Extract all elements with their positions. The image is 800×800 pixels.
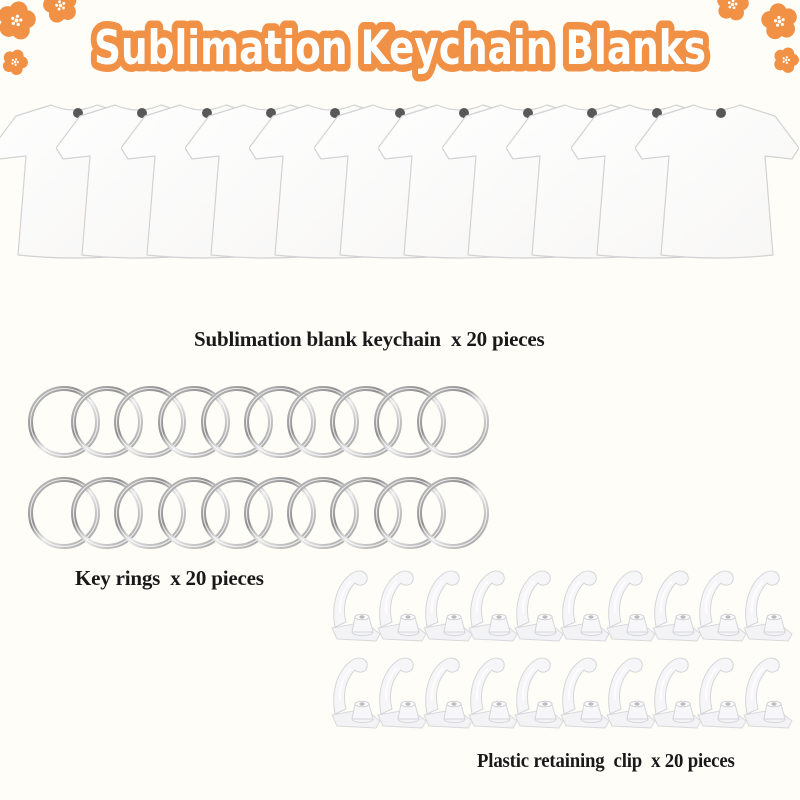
plastic-clip xyxy=(740,656,794,732)
tshirt-blank xyxy=(635,96,799,264)
key-ring-row-1 xyxy=(0,385,800,461)
key-ring-row-2 xyxy=(0,476,800,552)
clip-hole xyxy=(405,615,410,618)
hang-hole xyxy=(716,108,726,118)
clip-hole xyxy=(359,702,364,705)
clip-hole xyxy=(634,615,639,618)
caption-keychain-blanks: Sublimation blank keychain x 20 pieces xyxy=(194,327,545,351)
clip-hole xyxy=(588,615,593,618)
clip-hole xyxy=(497,702,502,705)
clip-hole xyxy=(680,702,685,705)
clip-hole xyxy=(680,615,685,618)
clip-hole xyxy=(497,615,502,618)
key-ring xyxy=(416,385,490,459)
clip-hole xyxy=(543,615,548,618)
clip-hole xyxy=(405,702,410,705)
clip-row-2 xyxy=(328,656,800,732)
tshirt-row xyxy=(0,96,800,268)
clip-hole xyxy=(634,702,639,705)
clip-hole xyxy=(726,615,731,618)
clip-row-1 xyxy=(328,569,800,645)
caption-plastic-clips: Plastic retaining clip x 20 pieces xyxy=(477,750,735,772)
caption-key-rings: Key rings x 20 pieces xyxy=(75,566,264,590)
clip-hole xyxy=(359,615,364,618)
plastic-clip xyxy=(740,569,794,645)
clip-hole xyxy=(772,702,777,705)
clip-hole xyxy=(772,615,777,618)
clip-hole xyxy=(588,702,593,705)
page-title: Sublimation Keychain Blanks xyxy=(94,21,706,76)
key-ring xyxy=(416,476,490,550)
clip-hole xyxy=(451,615,456,618)
title-banner xyxy=(0,0,800,100)
clip-hole xyxy=(451,702,456,705)
clip-hole xyxy=(543,702,548,705)
clip-hole xyxy=(726,702,731,705)
